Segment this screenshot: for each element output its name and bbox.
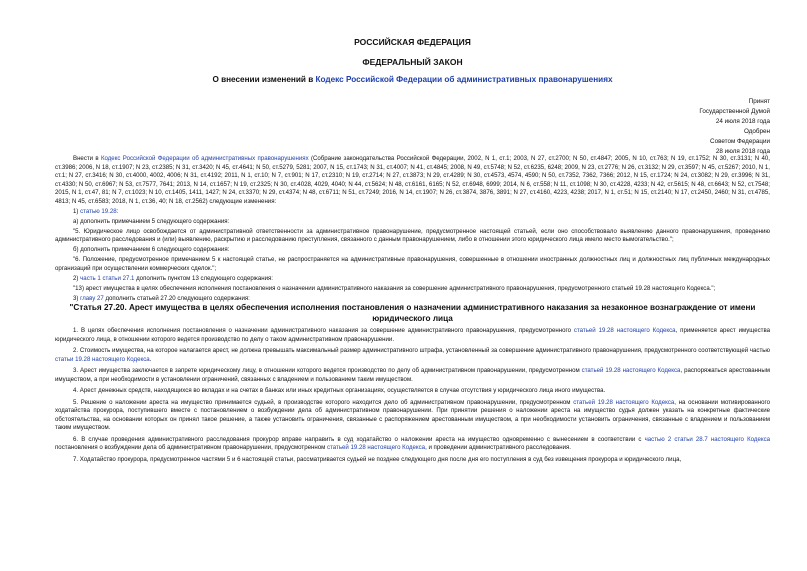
chapter-27-link[interactable]: главу 27 (80, 294, 104, 302)
article-19-28-link[interactable]: статьей 19.28 настоящего Кодекса (573, 327, 676, 334)
adoption-block (699, 97, 770, 157)
part-7: 7. Ходатайство прокурора, предусмотренное частями 5 и 6 настоящей статьи, рассматривается судьей не позднее следующего дня после дня его поступления в суд без извещения прокурора и юридического лица, (73, 455, 682, 463)
article-19-28-link[interactable]: статьей 19.28 настоящего Кодекса (327, 444, 426, 451)
law-body (55, 155, 770, 464)
article-27-1-link[interactable]: часть 1 статьи 27.1 (80, 274, 135, 282)
part-5: 5. Решение о наложении ареста на имущество принимается судьей, в производстве которого находится дело об административном правонарушении, предусмотренном статьей 19.28 настоящего Кодекса, на основании мотивированного ходатайства прокурора, поступившего вместе с постановлением о возбуждении дела об административном правонарушении. При принятии решения о наложении ареста на имущество судья должен указать на конкретные фактические обстоятельства, на основании которых он принял такое решение, а также установить ограничения, связанные с распоряжением арестованным имуществом, а при необходимости установить ограничения, связанные с владением и пользованием таким имуществом. (55, 398, 770, 431)
note-5: "5. Юридическое лицо освобождается от административной ответственности за административное правонарушение, предусмотренное настоящей статьей, если оно способствовало выявлению данного правонарушения, проведению административного расследования и (или) выявлению, раскрытию и расследованию преступления, связанного с данным правонарушением, либо в отношении этого юридического лица имело место вымогательство."; (55, 227, 770, 243)
adoption-line: 24 июля 2018 года (715, 118, 770, 125)
adoption-line: Советом Федерации (710, 138, 770, 145)
article-19-28-link[interactable]: статьей 19.28 настоящего Кодекса (581, 367, 681, 374)
item-1: 1) статью 19.28: (73, 207, 119, 215)
country-heading: РОССИЙСКАЯ ФЕДЕРАЦИЯ (354, 37, 471, 47)
subitem-b: б) дополнить примечанием 6 следующего содержания: (73, 246, 230, 253)
part-1: 1. В целях обеспечения исполнения постановления о назначении административного наказания за совершение административного правонарушения, предусмотренного статьей 19.28 настоящего Кодекса, применяется арест имущества юридического лица, в отношении которого ведется производство по делу о таком административном правонарушении. (55, 327, 771, 343)
adoption-line: 28 июля 2018 года (715, 148, 770, 155)
article-19-28-link[interactable]: статью 19.28 (80, 207, 117, 215)
law-title-prefix: О внесении изменений в (212, 75, 316, 84)
codex-link[interactable]: Кодекс Российской Федерации об административных правонарушениях (315, 75, 613, 84)
subitem-a: а) дополнить примечанием 5 следующего содержания: (73, 217, 230, 225)
article-27-20-title: "Статья 27.20. Арест имущества в целях обеспечения исполнения постановления о назначении административного наказания за незаконное вознаграждение от имени юридического лица (69, 303, 756, 323)
part-3: 3. Арест имущества заключается в запрете юридическому лицу, в отношении которого ведется производство по делу об административном правонарушении, предусмотренном статьей 19.28 настоящего Кодекса, распоряжаться арестованным имуществом, а при необходимости в установлении ограничений, связанных с владением и пользованием таким имуществом. (55, 367, 770, 383)
codex-link[interactable]: Кодекс Российской Федерации об административных правонарушениях (100, 155, 309, 162)
adoption-line: Принят (748, 98, 770, 105)
article-19-28-link[interactable]: статьи 19.28 настоящего Кодекса (55, 355, 150, 363)
article-parts (55, 327, 770, 464)
item-3: 3) главу 27 дополнить статьей 27.20 следующего содержания: (73, 294, 250, 302)
article-28-7-link[interactable]: частью 2 статьи 28.7 настоящего Кодекса (644, 435, 771, 443)
intro-paragraph: Внести в Кодекс Российской Федерации об административных правонарушениях (Собрание законодательства Российской Федерации, 2002, N 1, ст.1; 2003, N 27, ст.2700; N 50, ст.4847; 2005, N 10, ст.763; N 19, ст.1752; N 30, ст.3131; N 40, ст.3986; 2006, N 18, ст.1907; N 23, ст.2385; N 31, ст.3420; N 45, ст.4641; N 50, ст.5279, 5281; 2007, N 15, ст.1743; N 31, ст.4007; N 41, ст.4845; 2008, N 49, ст.5748; N 52, ст.6235, 6248; 2009, N 23, ст.2776; N 26, ст.3132; N 29, ст.3597; N 45, ст.5267; 2010, N 1, ст.1; N 27, ст.3416; N 30, ст.4000, 4002, 4006; N 31, ст.4192; 2011, N 1, ст.10; N 7, ст.901; N 17, ст.2310; N 19, ст.2714; N 27, ст.3873; N 29, ст.4289; N 30, ст.4573, 4574, 4590; N 50, ст.7352, 7362, 7366; 2012, N 15, ст.1724; N 24, ст.3082; N 29, ст.3996; N 31, ст.4330; N 50, ст.6967; N 53, ст.7577, 7641; 2013, N 14, ст.1657; N 19, ст.2325; N 30, ст.4028, 4029, 4040; N 44, ст.5624; N 48, ст.6161, 6165; N 52, ст.6948, 6999; 2014, N 6, ст.558; N 11, ст.1098; N 30, ст.4228, 4233; N 42, ст.5615; N 48, ст.6643; N 52, ст.7548; 2015, N 1, ст.47, 81; N 7, ст.1023; N 10, ст.1405, 1411, 1427; N 24, ст.3370; N 29, ст.4374; N 48, ст.6711; N 51, ст.7249; 2016, N 14, ст.1907; N 26, ст.3874, 3876, 3891; N 27, ст.4160, 4223, 4238; 2017, N 1, ст.51; N 15, ст.2140; N 17, ст.2450, 2460; N 31, ст.4785, 4813; N 45, ст.6583; 2018, N 1, ст.36, 40; N 18, ст.2562) следующие изменения: (55, 155, 770, 205)
point-13: "13) арест имущества в целях обеспечения исполнения постановления о назначении административного наказания за совершение административного правонарушения, предусмотренного статьей 19.28 настоящего Кодекса."; (73, 284, 716, 292)
part-4: 4. Арест денежных средств, находящихся во вкладах и на счетах в банках или иных кредитных организациях, осуществляется в случае отсутствия у юридического лица иного имущества. (73, 387, 606, 394)
adoption-line: Государственной Думой (699, 108, 770, 115)
law-type-heading: ФЕДЕРАЛЬНЫЙ ЗАКОН (362, 57, 463, 67)
part-2: 2. Стоимость имущества, на которое налагается арест, не должна превышать максимальный размер административного штрафа, установленный за совершение административного правонарушения, предусмотренного соответствующей частью статьи 19.28 настоящего Кодекса. (55, 347, 770, 363)
adoption-line: Одобрен (743, 128, 770, 135)
part-6: 6. В случае проведения административного расследования прокурор вправе направить в суд ходатайство о наложении ареста на имущество одновременно с вынесением в соответствии с частью 2 статьи 28.7 настоящего Кодекса постановления о возбуждении дела об административном правонарушении, предусмотренном статьей 19.28 настоящего Кодекса, и проведении административного расследования. (55, 435, 771, 451)
item-2: 2) часть 1 статьи 27.1 дополнить пунктом 13 следующего содержания: (73, 274, 273, 282)
article-19-28-link[interactable]: статьей 19.28 настоящего Кодекса (573, 398, 675, 406)
law-title (55, 75, 770, 84)
note-6: "6. Положение, предусмотренное примечанием 5 к настоящей статье, не распространяется на административные правонарушения, совершенные в отношении иностранных должностных лиц и должностных лиц публичных международных организаций при осуществлении коммерческих сделок."; (55, 256, 770, 272)
